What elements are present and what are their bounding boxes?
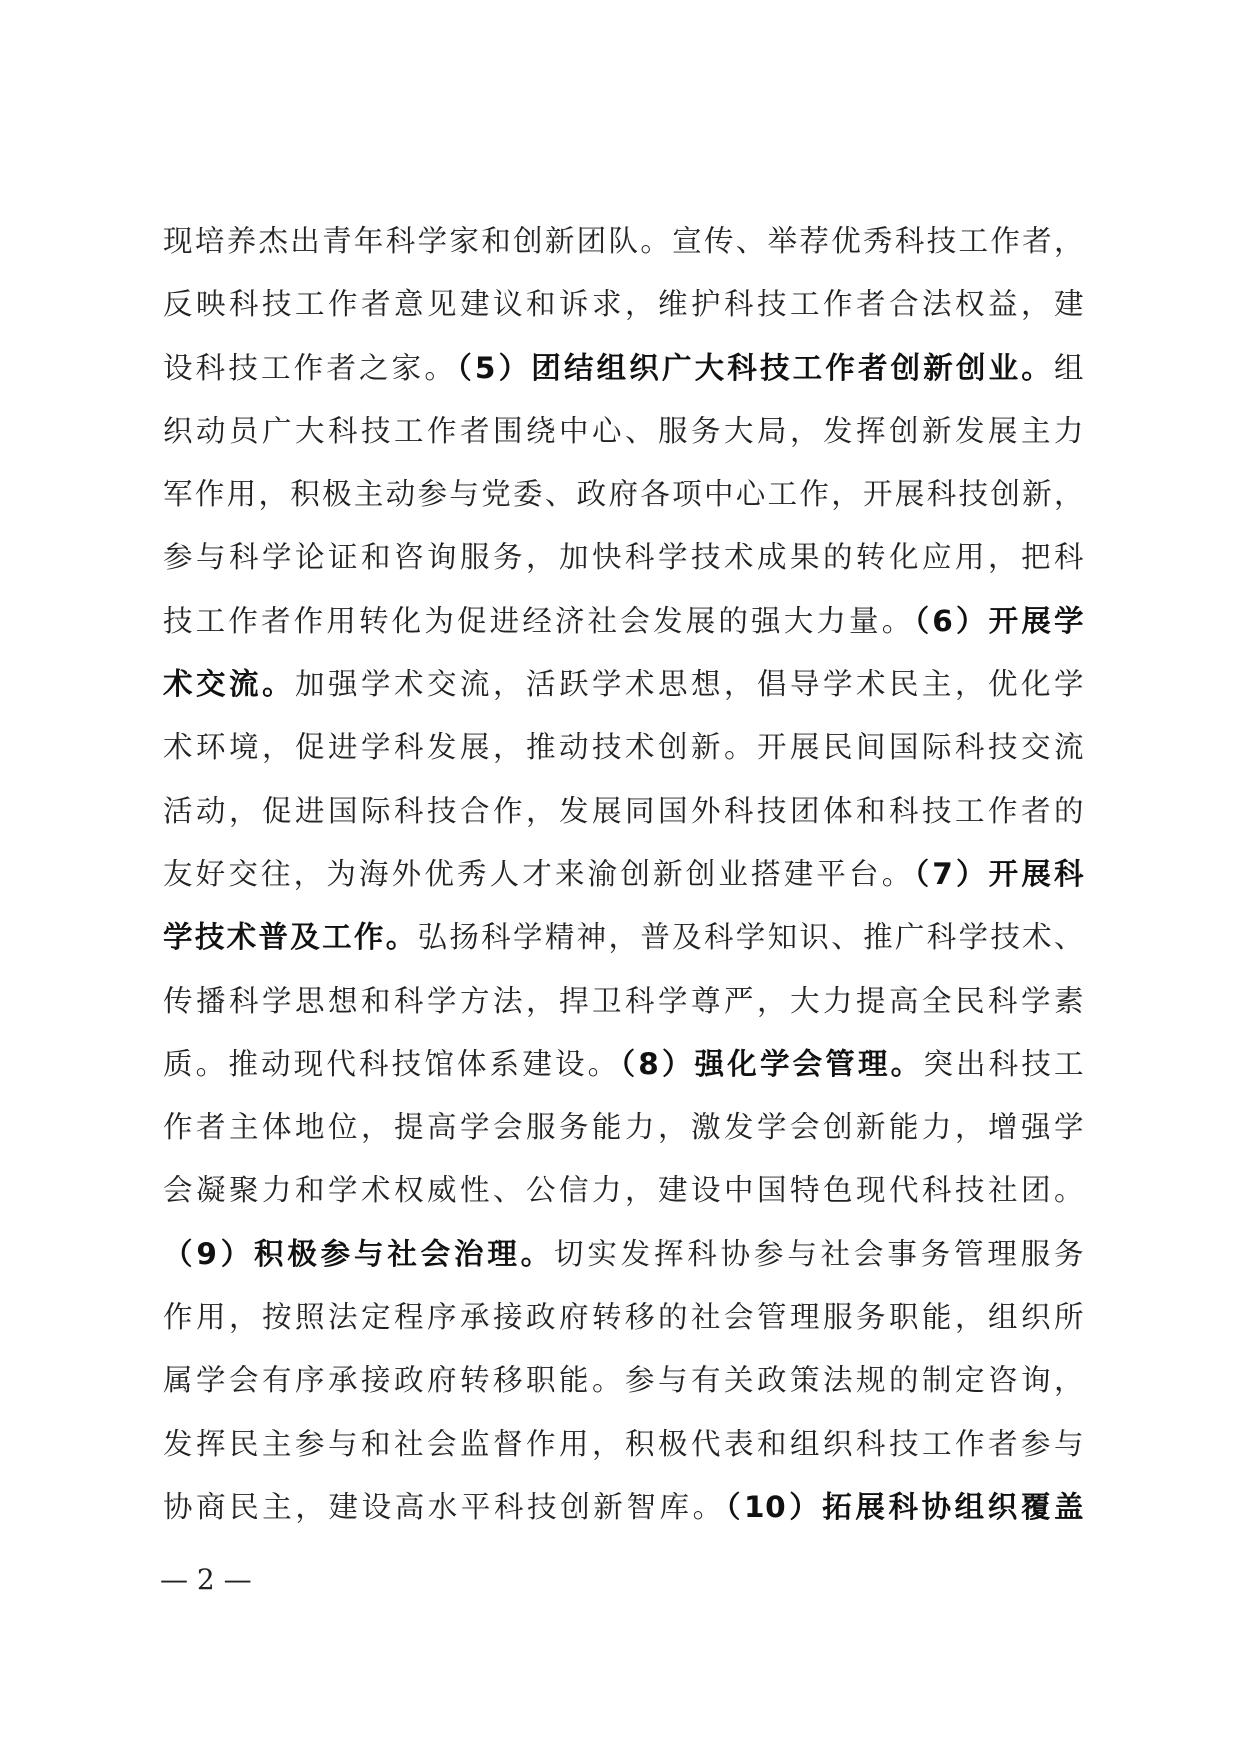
text-segment: 技工作者作用转化为促进经济社会发展的强大力量。	[163, 603, 915, 638]
text-line	[163, 463, 1084, 526]
text-segment: 现培养杰出青年科学家和创新团队。宣传、举荐优秀科技工作者，	[163, 224, 1084, 258]
page-number: — 2 —	[160, 1563, 252, 1596]
text-line	[163, 906, 1084, 969]
text-segment: 协商民主，建设高水平科技创新智库。	[163, 1489, 726, 1524]
text-line	[163, 970, 1084, 1033]
bold-heading-segment: （9）积极参与社会治理。	[163, 1236, 555, 1271]
text-segment: 术环境，促进学科发展，推动技术创新。开展民间国际科技交流	[163, 730, 1084, 765]
document-body	[163, 210, 1084, 1539]
text-segment: 质。推动现代科技馆体系建设。	[163, 1046, 621, 1081]
text-line	[163, 273, 1084, 336]
text-segment: 切实发挥科协参与社会事务管理服务	[554, 1236, 1084, 1271]
text-line	[163, 590, 1084, 653]
text-segment: 突出科技工	[923, 1046, 1084, 1081]
text-segment: 友好交往，为海外优秀人才来渝创新创业搭建平台。	[163, 856, 915, 891]
text-segment: 发挥民主参与和社会监督作用，积极代表和组织科技工作者参与	[163, 1426, 1084, 1461]
text-line	[163, 1159, 1084, 1222]
bold-heading-segment: 学技术普及工作。	[163, 920, 418, 955]
text-line	[163, 1349, 1084, 1412]
text-segment: 组	[1053, 350, 1084, 385]
text-line	[163, 1096, 1084, 1159]
text-line	[163, 526, 1084, 589]
text-line	[163, 716, 1084, 779]
text-segment: 加强学术交流，活跃学术思想，倡导学术民主，优化学	[295, 667, 1084, 702]
text-segment: 织动员广大科技工作者围绕中心、服务大局，发挥创新发展主力	[163, 413, 1084, 448]
text-segment: 设科技工作者之家。	[163, 350, 458, 385]
text-line	[163, 1476, 1084, 1539]
text-line	[163, 1223, 1084, 1286]
text-segment: 作用，按照法定程序承接政府转移的社会管理服务职能，组织所	[163, 1300, 1084, 1335]
bold-heading-segment: 术交流。	[163, 667, 295, 702]
text-line	[163, 1033, 1084, 1096]
text-segment: 军作用，积极主动参与党委、政府各项中心工作，开展科技创新，	[163, 477, 1084, 512]
text-segment: 活动，促进国际科技合作，发展同国外科技团体和科技工作者的	[163, 793, 1084, 828]
text-segment: 属学会有序承接政府转移职能。参与有关政策法规的制定咨询，	[163, 1363, 1084, 1398]
text-segment: 作者主体地位，提高学会服务能力，激发学会创新能力，增强学	[163, 1110, 1084, 1145]
bold-heading-segment: （10）拓展科协组织覆盖	[725, 1489, 1084, 1524]
bold-heading-segment: （8）强化学会管理。	[620, 1046, 924, 1081]
bold-heading-segment: （5）团结组织广大科技工作者创新创业。	[457, 350, 1054, 385]
text-line	[163, 780, 1084, 843]
text-segment: 会凝聚力和学术权威性、公信力，建设中国特色现代科技社团。	[163, 1173, 1084, 1208]
text-segment: 参与科学论证和咨询服务，加快科学技术成果的转化应用，把科	[163, 540, 1084, 575]
bold-heading-segment: （7）开展科	[914, 856, 1084, 891]
text-segment: 传播科学思想和科学方法，捍卫科学尊严，大力提高全民科学素	[163, 983, 1084, 1018]
text-line	[163, 337, 1084, 400]
text-line	[163, 653, 1084, 716]
text-segment: 弘扬科学精神，普及科学知识、推广科学技术、	[417, 920, 1084, 955]
text-line	[163, 210, 1084, 273]
text-segment: 反映科技工作者意见建议和诉求，维护科技工作者合法权益，建	[163, 287, 1084, 322]
text-line	[163, 400, 1084, 463]
bold-heading-segment: （6）开展学	[914, 603, 1084, 638]
text-line	[163, 1413, 1084, 1476]
text-line	[163, 1286, 1084, 1349]
text-line	[163, 843, 1084, 906]
